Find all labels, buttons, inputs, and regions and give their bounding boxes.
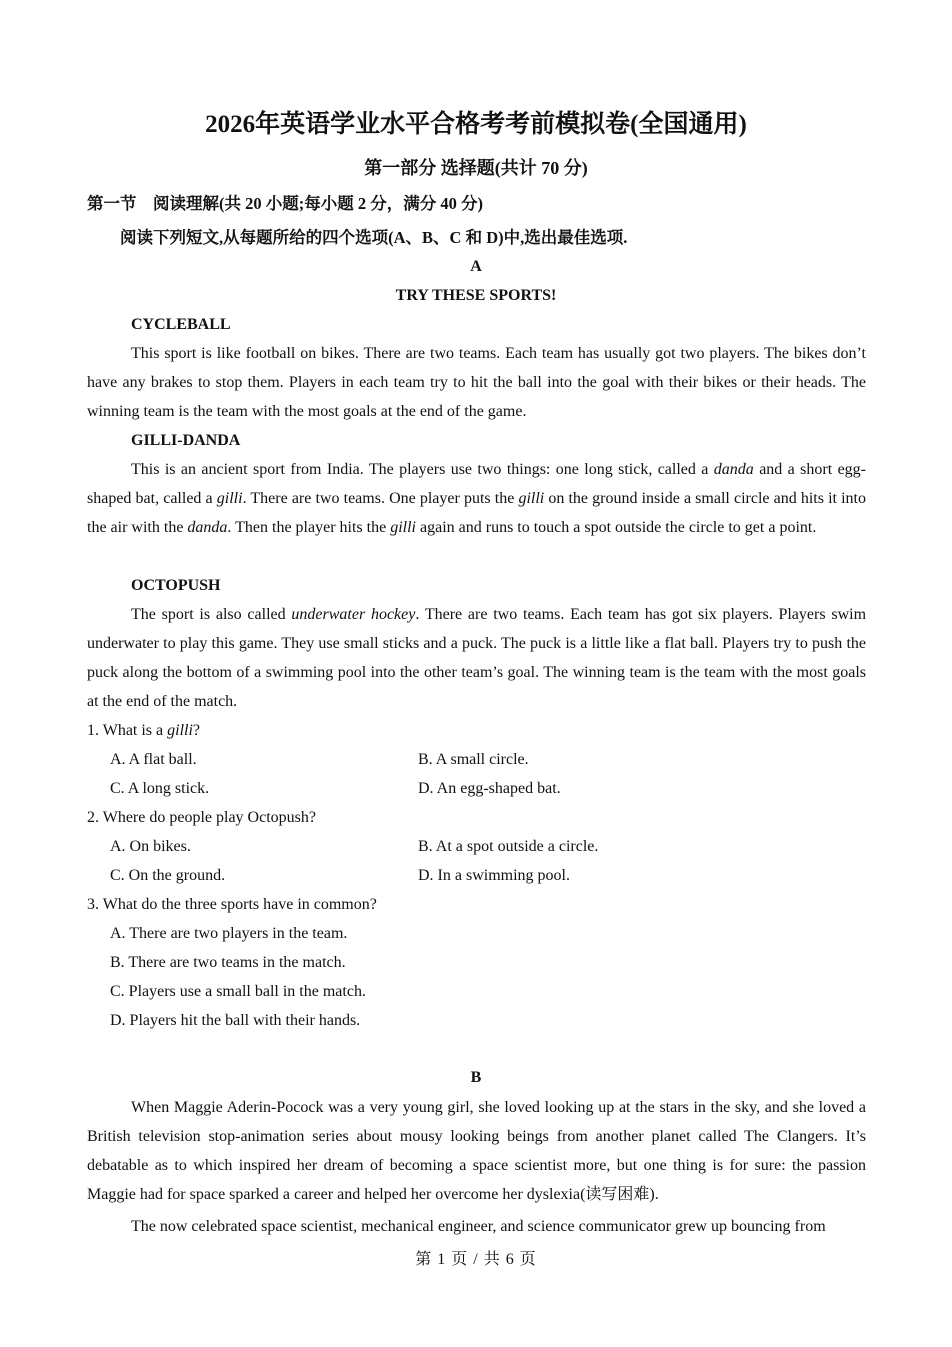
question-3-option-c: C. Players use a small ball in the match.: [110, 983, 366, 1000]
question-3-option-a: A. There are two players in the team.: [110, 925, 348, 942]
question-1-stem: 1. What is a gilli?: [87, 722, 201, 739]
passage-b-label: B: [470, 1069, 482, 1086]
sport-heading-gilli-danda: GILLI-DANDA: [131, 432, 241, 449]
question-2-option-b: B. At a spot outside a circle.: [418, 838, 599, 855]
page-footer: 第 1 页 / 共 6 页: [415, 1251, 537, 1268]
sport-text-gilli-danda: This is an ancient sport from India. The players use two things: one long stick, called a danda and a short egg-shaped bat, called a gilli. There are two teams. One player puts the gilli on the ground inside a small circle and hits it into the air with the danda. Then the player hits the gilli again and runs to touch a spot outside the circle to get a point.: [87, 461, 866, 536]
instructions: 阅读下列短文,从每题所给的四个选项(A、B、C 和 D)中,选出最佳选项.: [120, 228, 628, 247]
part-heading: 第一部分 选择题(共计 70 分): [364, 158, 588, 178]
question-1-option-b: B. A small circle.: [418, 751, 529, 768]
sport-text-octopush: The sport is also called underwater hockey. There are two teams. Each team has got six players. Players swim underwater to play this game. They use small sticks and a puck. The puck is a little like a flat ball. Players try to push the puck along the bottom of a swimming pool into the other team’s goal. The winning team is the team with the most goals at the end of the match.: [87, 606, 867, 710]
section-text: 第一节 阅读理解(共 20 小题;每小题 2 分，满分 40 分): [87, 194, 483, 213]
sport-text-cycleball: This sport is like football on bikes. There are two teams. Each team has usually got two players. The bikes don’t have any brakes to stop them. Players in each team try to hit the ball into the goal with their bikes or their heads. The winning team is the team with the most goals at the end of the game.: [87, 345, 866, 420]
question-2-option-d: D. In a swimming pool.: [418, 867, 570, 884]
question-3-option-d: D. Players hit the ball with their hands.: [110, 1012, 361, 1029]
passage-a-label: A: [470, 258, 482, 275]
question-1-option-c: C. A long stick.: [110, 780, 210, 797]
question-2-option-c: C. On the ground.: [110, 867, 226, 884]
sport-heading-cycleball: CYCLEBALL: [131, 316, 231, 333]
passage-a-title: TRY THESE SPORTS!: [395, 287, 557, 304]
question-1-option-d: D. An egg-shaped bat.: [418, 780, 561, 797]
exam-title: 2026年英语学业水平合格考考前模拟卷(全国通用): [205, 111, 747, 138]
question-2-option-a: A. On bikes.: [110, 838, 191, 855]
passage-b-paragraph-1: When Maggie Aderin-Pocock was a very young girl, she loved looking up at the stars in the sky, and she loved a British television stop-animation series about mousy looking beings from another planet called The Clangers. It’s debatable as to which inspired her dream of becoming a space scientist more, but one thing is for sure: the passion Maggie had for space sparked a career and helped her overcome her dyslexia(读写困难).: [87, 1099, 866, 1203]
passage-b-paragraph-2: The now celebrated space scientist, mechanical engineer, and science communicator grew up bouncing from: [131, 1218, 826, 1235]
section-heading: [87, 190, 483, 214]
question-3-stem: 3. What do the three sports have in common?: [87, 896, 377, 913]
question-2-stem: 2. Where do people play Octopush?: [87, 809, 316, 826]
question-1-option-a: A. A flat ball.: [110, 751, 197, 768]
sport-heading-octopush: OCTOPUSH: [131, 577, 221, 594]
question-3-option-b: B. There are two teams in the match.: [110, 954, 346, 971]
